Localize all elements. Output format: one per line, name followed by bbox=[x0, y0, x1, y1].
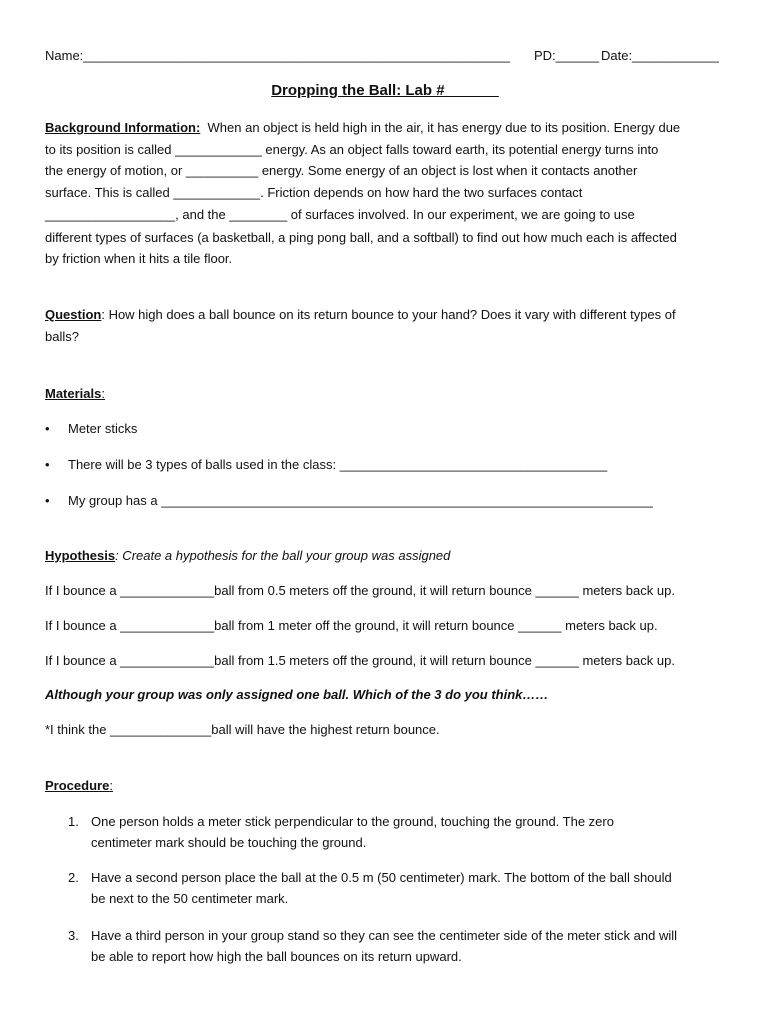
step-number: 3. bbox=[68, 928, 79, 943]
hypothesis-heading-line bbox=[45, 545, 450, 567]
background-heading: Background Information: bbox=[45, 120, 201, 135]
background-text: When an object is held high in the air, it has energy due to its position. Energy due bbox=[207, 120, 681, 135]
hypothesis-instruction: : Create a hypothesis for the ball your group was assigned bbox=[115, 548, 451, 563]
step-text: One person holds a meter stick perpendicular to the ground, touching the ground. The zero bbox=[91, 814, 614, 829]
step-number: 2. bbox=[68, 870, 79, 885]
step-number: 1. bbox=[68, 814, 79, 829]
bullet-icon: • bbox=[45, 457, 50, 472]
page-title-text: Dropping the Ball: Lab # ______ bbox=[271, 82, 499, 99]
step-text: be able to report how high the ball bounces on its return upward. bbox=[91, 949, 462, 964]
background-line-6: different types of surfaces (a basketball, a ping pong ball, and a softball) to find out how much each is affected bbox=[45, 230, 677, 245]
question-text: : How high does a ball bounce on its return bounce to your hand? Does it vary with different types of bbox=[101, 307, 676, 322]
materials-item-text: Meter sticks bbox=[68, 421, 138, 436]
page-title bbox=[0, 82, 770, 99]
background-line-1 bbox=[45, 117, 680, 139]
background-line-2: to its position is called ____________ energy. As an object falls toward earth, its potential energy turns into bbox=[45, 142, 659, 157]
step-text: centimeter mark should be touching the ground. bbox=[91, 835, 367, 850]
date-field[interactable]: Date:____________ bbox=[601, 48, 719, 63]
question-line-2: balls? bbox=[45, 329, 79, 344]
materials-item-text[interactable]: There will be 3 types of balls used in the class: _____________________________________ bbox=[68, 457, 608, 472]
period-field[interactable]: PD:______ bbox=[534, 48, 600, 63]
hypothesis-heading: Hypothesis bbox=[45, 548, 116, 563]
hypothesis-prompt: Although your group was only assigned one ball. Which of the 3 do you think…… bbox=[45, 687, 549, 702]
step-text: be next to the 50 centimeter mark. bbox=[91, 891, 289, 906]
procedure-step bbox=[0, 811, 770, 855]
question-heading: Question bbox=[45, 307, 102, 322]
background-line-4: surface. This is called ____________. Friction depends on how hard the two surfaces contact bbox=[45, 185, 583, 200]
background-line-5: __________________, and the ________ of surfaces involved. In our experiment, we are going to use bbox=[45, 207, 635, 222]
background-line-3: the energy of motion, or __________ energy. Some energy of an object is lost when it contacts another bbox=[45, 163, 638, 178]
hypothesis-line-3[interactable]: If I bounce a _____________ball from 1.5 meters off the ground, it will return bounce ______ meters back up. bbox=[45, 653, 675, 668]
materials-item-text[interactable]: My group has a ____________________________________________________________________ bbox=[68, 493, 653, 508]
hypothesis-line-1[interactable]: If I bounce a _____________ball from 0.5 meters off the ground, it will return bounce ______ meters back up. bbox=[45, 583, 675, 598]
procedure-step bbox=[0, 867, 770, 911]
hypothesis-think-line[interactable]: *I think the ______________ball will have the highest return bounce. bbox=[45, 722, 440, 737]
procedure-step bbox=[0, 925, 770, 969]
step-text: Have a second person place the ball at the 0.5 m (50 centimeter) mark. The bottom of the ball should bbox=[91, 870, 672, 885]
procedure-heading: Procedure: bbox=[45, 778, 113, 793]
name-field[interactable]: Name:___________________________________________________________ bbox=[45, 48, 510, 63]
step-text: Have a third person in your group stand so they can see the centimeter side of the meter stick and will bbox=[91, 928, 678, 943]
bullet-icon: • bbox=[45, 493, 50, 508]
hypothesis-line-2[interactable]: If I bounce a _____________ball from 1 meter off the ground, it will return bounce ______ meters back up. bbox=[45, 618, 658, 633]
materials-heading: Materials: bbox=[45, 386, 105, 401]
question-line-1 bbox=[45, 304, 676, 326]
bullet-icon: • bbox=[45, 421, 50, 436]
background-line-7: by friction when it hits a tile floor. bbox=[45, 251, 233, 266]
